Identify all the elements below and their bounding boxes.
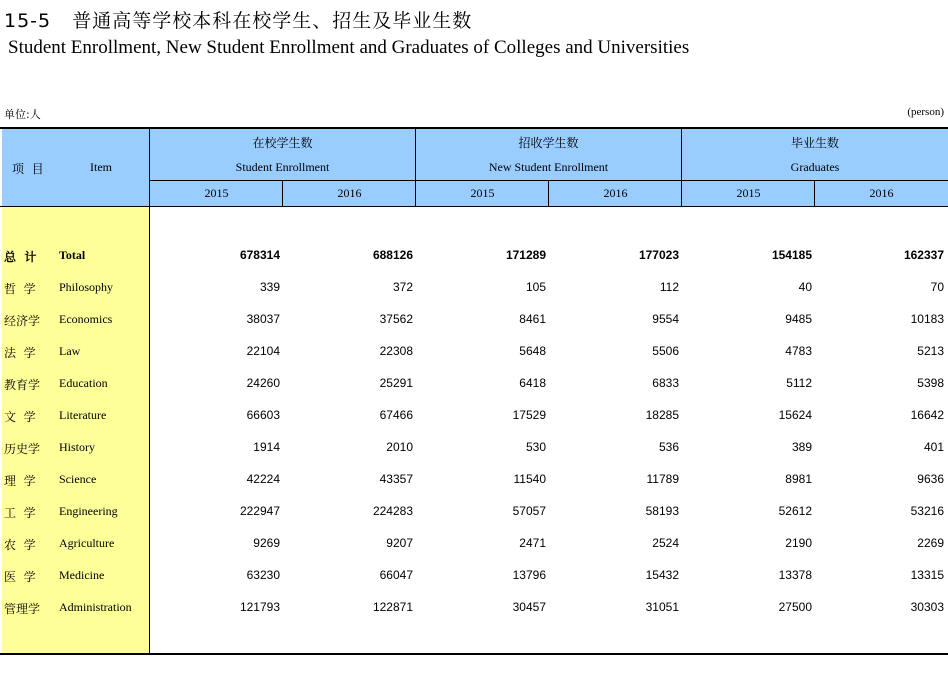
row-label-cn: 法 学 xyxy=(4,346,36,360)
table-cell: 58193 xyxy=(645,504,679,518)
row-label-en: Agriculture xyxy=(59,536,115,550)
table-cell: 2471 xyxy=(519,536,546,550)
table-cell: 9485 xyxy=(785,312,812,326)
table-cell: 37562 xyxy=(379,312,413,326)
table-cell: 38037 xyxy=(246,312,280,326)
title-cn-text: 普通高等学校本科在校学生、招生及毕业生数 xyxy=(72,10,473,32)
unit-label-en: (person) xyxy=(907,106,944,118)
table-row xyxy=(0,280,948,300)
table-cell: 27500 xyxy=(778,600,812,614)
table-top-border xyxy=(0,127,948,129)
table-row xyxy=(0,312,948,332)
group-header-cn-1: 在校学生数 xyxy=(252,136,313,150)
group-header-en-3: Graduates xyxy=(790,160,840,174)
row-label-en: Philosophy xyxy=(59,280,114,294)
row-label-en: Literature xyxy=(59,408,107,422)
table-cell: 57057 xyxy=(512,504,546,518)
table-row xyxy=(0,536,948,556)
table-row xyxy=(0,376,948,396)
row-label-cn: 医 学 xyxy=(4,570,36,584)
table-row xyxy=(0,408,948,428)
table-row xyxy=(0,504,948,524)
table-cell: 112 xyxy=(659,280,679,294)
year-header: 2016 xyxy=(869,186,894,200)
table-cell: 15432 xyxy=(645,568,679,582)
table-cell: 5648 xyxy=(519,344,546,358)
table-cell: 162337 xyxy=(903,248,944,262)
row-label-cn: 管理学 xyxy=(4,602,41,616)
row-label-cn: 理 学 xyxy=(4,474,36,488)
table-cell: 6418 xyxy=(519,376,546,390)
table-cell: 105 xyxy=(525,280,546,294)
table-cell: 13315 xyxy=(910,568,944,582)
table-row xyxy=(0,440,948,460)
table-row xyxy=(0,600,948,620)
table-cell: 53216 xyxy=(910,504,944,518)
table-cell: 52612 xyxy=(778,504,812,518)
row-label-cn: 哲 学 xyxy=(4,282,36,296)
row-label-cn: 农 学 xyxy=(4,538,36,552)
year-header: 2016 xyxy=(603,186,628,200)
table-row xyxy=(0,472,948,492)
table-cell: 154185 xyxy=(771,248,812,262)
table-cell: 30457 xyxy=(512,600,546,614)
table-cell: 1914 xyxy=(253,440,280,454)
item-header-cn: 项 目 xyxy=(12,162,44,176)
year-header: 2016 xyxy=(337,186,362,200)
row-label-en: Medicine xyxy=(59,568,105,582)
table-cell: 8461 xyxy=(519,312,546,326)
row-label-en: Total xyxy=(59,248,86,262)
table-cell: 372 xyxy=(392,280,413,294)
table-cell: 9554 xyxy=(652,312,679,326)
table-cell: 2190 xyxy=(785,536,812,550)
table-cell: 66047 xyxy=(379,568,413,582)
table-cell: 224283 xyxy=(372,504,413,518)
table-cell: 13796 xyxy=(512,568,546,582)
table-cell: 22104 xyxy=(246,344,280,358)
table-cell: 11540 xyxy=(513,472,546,486)
table-cell: 5398 xyxy=(917,376,944,390)
table-cell: 66603 xyxy=(246,408,280,422)
table-cell: 5112 xyxy=(786,376,812,390)
table-bottom-border xyxy=(0,653,948,655)
table-cell: 389 xyxy=(791,440,812,454)
table-cell: 9207 xyxy=(386,536,413,550)
year-header: 2015 xyxy=(204,186,229,200)
table-cell: 530 xyxy=(525,440,546,454)
row-label-cn: 经济学 xyxy=(4,314,41,328)
table-cell: 5506 xyxy=(652,344,679,358)
table-row xyxy=(0,568,948,588)
table-cell: 2010 xyxy=(386,440,413,454)
table-cell: 171289 xyxy=(505,248,546,262)
page-title-cn xyxy=(4,6,472,33)
table-cell: 30303 xyxy=(910,600,944,614)
year-header: 2015 xyxy=(736,186,761,200)
row-label-cn: 历史学 xyxy=(4,442,41,456)
table-cell: 6833 xyxy=(652,376,679,390)
table-cell: 177023 xyxy=(638,248,679,262)
row-label-cn: 总 计 xyxy=(4,250,37,264)
table-cell: 678314 xyxy=(239,248,280,262)
table-cell: 121793 xyxy=(239,600,280,614)
unit-label-cn: 单位:人 xyxy=(4,108,41,121)
table-cell: 24260 xyxy=(246,376,280,390)
table-cell: 9636 xyxy=(917,472,944,486)
row-label-en: Administration xyxy=(59,600,132,614)
row-label-en: Science xyxy=(59,472,97,486)
item-header-en: Item xyxy=(90,160,112,174)
table-cell: 536 xyxy=(658,440,679,454)
row-label-cn: 工 学 xyxy=(4,506,36,520)
table-cell: 17529 xyxy=(512,408,546,422)
row-label-en: Education xyxy=(59,376,108,390)
table-cell: 222947 xyxy=(239,504,280,518)
table-cell: 4783 xyxy=(785,344,812,358)
table-row xyxy=(0,344,948,364)
table-number: 15-5 xyxy=(4,10,52,32)
table-cell: 8981 xyxy=(785,472,812,486)
table-cell: 2269 xyxy=(917,536,944,550)
table-cell: 31051 xyxy=(645,600,679,614)
row-label-cn: 教育学 xyxy=(4,378,41,392)
table-cell: 5213 xyxy=(917,344,944,358)
table-cell: 688126 xyxy=(372,248,413,262)
table-cell: 13378 xyxy=(778,568,812,582)
table-cell: 40 xyxy=(798,280,812,294)
table-cell: 122871 xyxy=(372,600,413,614)
header-bottom-border xyxy=(0,206,948,207)
year-header: 2015 xyxy=(470,186,495,200)
table-cell: 10183 xyxy=(910,312,944,326)
table-cell: 67466 xyxy=(379,408,413,422)
table-cell: 16642 xyxy=(910,408,944,422)
table-cell: 25291 xyxy=(379,376,413,390)
row-label-en: Engineering xyxy=(59,504,118,518)
row-label-en: History xyxy=(59,440,95,454)
page-title-en: Student Enrollment, New Student Enrollment and Graduates of Colleges and Universities xyxy=(8,37,690,58)
table-cell: 11789 xyxy=(646,472,679,486)
row-label-en: Economics xyxy=(59,312,113,326)
row-label-en: Law xyxy=(59,344,81,358)
group-header-en-1: Student Enrollment xyxy=(235,160,330,174)
table-row xyxy=(0,248,948,268)
table-cell: 401 xyxy=(923,440,944,454)
table-cell: 2524 xyxy=(652,536,679,550)
group-header-cn-2: 招收学生数 xyxy=(518,136,579,150)
table-cell: 43357 xyxy=(379,472,413,486)
group-header-cn-3: 毕业生数 xyxy=(790,136,839,150)
table-cell: 70 xyxy=(930,280,944,294)
table-cell: 18285 xyxy=(645,408,679,422)
table-cell: 339 xyxy=(259,280,280,294)
group-header-en-2: New Student Enrollment xyxy=(488,160,609,174)
table-cell: 42224 xyxy=(246,472,280,486)
row-label-cn: 文 学 xyxy=(4,410,36,424)
table-cell: 9269 xyxy=(253,536,280,550)
table-cell: 22308 xyxy=(379,344,413,358)
table-cell: 63230 xyxy=(246,568,280,582)
table-cell: 15624 xyxy=(778,408,812,422)
